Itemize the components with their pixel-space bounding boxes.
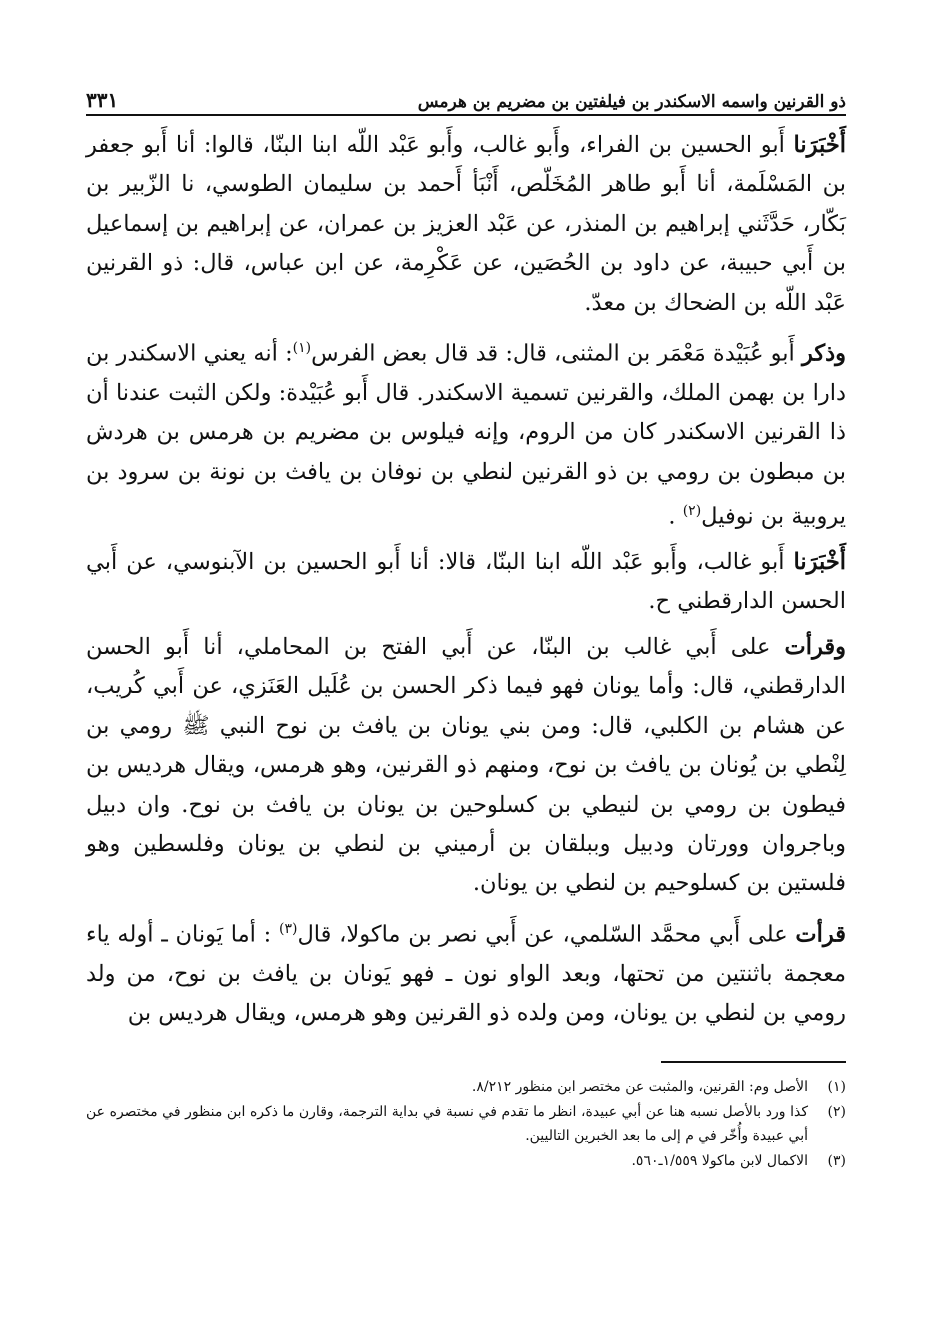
paragraph-lead: وقرأت — [784, 633, 846, 660]
book-page — [86, 78, 846, 1174]
paragraph-text: على أَبي محمَّد السّلمي، عن أَبي نصر بن ماكولا، قال — [297, 921, 796, 948]
footnote-number: (٣) — [827, 1153, 846, 1170]
footnote-text: الأصل وم: القرنين، والمثبت عن مختصر ابن منظور ٨/٢١٢. — [471, 1079, 808, 1096]
paragraph-text: : أنه يعني الاسكندر بن دارا بن بهمن الملك، والقرنين تسمية الاسكندر. قال أَبو عُبَيْدة: ولكن الثبت عندنا أن ذا القرنين الاسكندر كان من الروم، وإنه فيلوس بن مضريم بن هرمس بن هردش بن مبطون بن رومي بن ذو القرنين لنطي بن نوفان بن يافث بن نونة بن سرود بن يروبية بن نوفيل — [86, 340, 846, 530]
footnote-text: كذا ورد بالأصل نسبه هنا عن أبي عبيدة، انظر ما تقدم في نسبة في بداية الترجمة، وقارن ما ذكره ابن منظور في مختصره عن أبي عبيدة وأُخّر في م إلى ما بعد الخبرين التاليين. — [86, 1104, 808, 1145]
paragraph-text: . — [668, 503, 683, 530]
page-number: ٣٣١ — [86, 88, 119, 112]
paragraph-text: أَبو الحسين بن الفراء، وأَبو غالب، وأَبو عَبْد اللّه ابنا البنّا، قالوا: أنا أَبو جعفر بن المَسْلَمة، أنا أَبو طاهر المُخَلّص، أَنْبَأ أَحمد بن سليمان الطوسي، نا الزّبير بن بَكّار، حَدَّثَني إبراهيم بن المنذر، عن عَبْد العزيز بن عمران، عن إبراهيم بن إسماعيل بن أَبي حبيبة، عن داود بن الحُصَين، عن عَكْرِمة، عن ابن عباس، قال: ذو القرنين عَبْد اللّه بن الضحاك بن معدّ. — [86, 132, 846, 316]
paragraph-5 — [86, 910, 846, 1034]
footnote-number: (١) — [827, 1079, 846, 1096]
footnote-2 — [86, 1100, 846, 1148]
footnote-ref-3: (٣) — [278, 920, 298, 937]
paragraph-text: أَبو عُبَيْدة مَعْمَر بن المثنى، قال: قد قال بعض الفرس — [311, 340, 802, 367]
paragraph-text: أَبو غالب، وأَبو عَبْد اللّه ابنا البنّا، قالا: أنا أَبو الحسين بن الآبنوسي، عن أَبي الحسن الدارقطني ح. — [86, 549, 846, 615]
footnote-3 — [86, 1149, 846, 1173]
page-header — [86, 78, 846, 116]
paragraph-lead: قرأت — [795, 921, 846, 948]
paragraph-text: على أَبي غالب بن البنّا، عن أَبي الفتح بن المحاملي، أنا أَبو الحسن الدارقطني، قال: وأما يونان فهو فيما ذكر الحسن بن عُلَيل العَنَزي، عن أَبي كُريب، عن هشام بن الكلبي، قال: ومن بني يونان بن يافث بن نوح النبي ﷺ رومي بن لِنْطي بن يُونان بن يافث بن نوح، ومنهم ذو القرنين، وهو هرمس، ويقال هرديس بن فيطون بن رومي بن لنيطي بن كسلوحين بن يونان بن يافث بن نوح. وان دبيل وباجروان وورتان ودبيل وببلقان بن أرميني بن لنطي بن يونان وفلسطين وهو فلستين بن كسلوحيم بن لنطي بن يونان. — [86, 633, 846, 897]
footnote-1 — [86, 1075, 846, 1099]
paragraph-lead: أَخْبَرَنا — [793, 549, 846, 576]
paragraph-lead: أَخْبَرَنا — [793, 132, 846, 158]
paragraph-text: : أما يَونان ـ أوله ياء معجمة باثنتين من تحتها، وبعد الواو نون ـ فهو يَونان بن يافث بن نوح، من ولد رومي بن لنطي بن يونان، ومن ولده ذو القرنين وهو هرمس، ويقال هرديس بن — [86, 921, 846, 1027]
paragraph-3 — [86, 543, 846, 622]
footnote-ref-2: (٢) — [682, 503, 702, 520]
footnote-number: (٢) — [827, 1104, 846, 1121]
running-title: ذو القرنين واسمه الاسكندر بن فيلفتين بن مضريم بن هرمس — [417, 92, 846, 112]
footnotes — [86, 1075, 846, 1173]
footnote-text: الاكمال لابن ماكولا ١/٥٥٩ـ٥٦٠. — [631, 1153, 808, 1170]
body-text — [86, 126, 846, 1033]
footnote-divider — [661, 1061, 846, 1063]
paragraph-2 — [86, 329, 846, 537]
footnote-ref-1: (١) — [292, 340, 312, 357]
paragraph-1 — [86, 126, 846, 323]
paragraph-lead: وذكر — [801, 340, 846, 367]
paragraph-4 — [86, 628, 846, 904]
